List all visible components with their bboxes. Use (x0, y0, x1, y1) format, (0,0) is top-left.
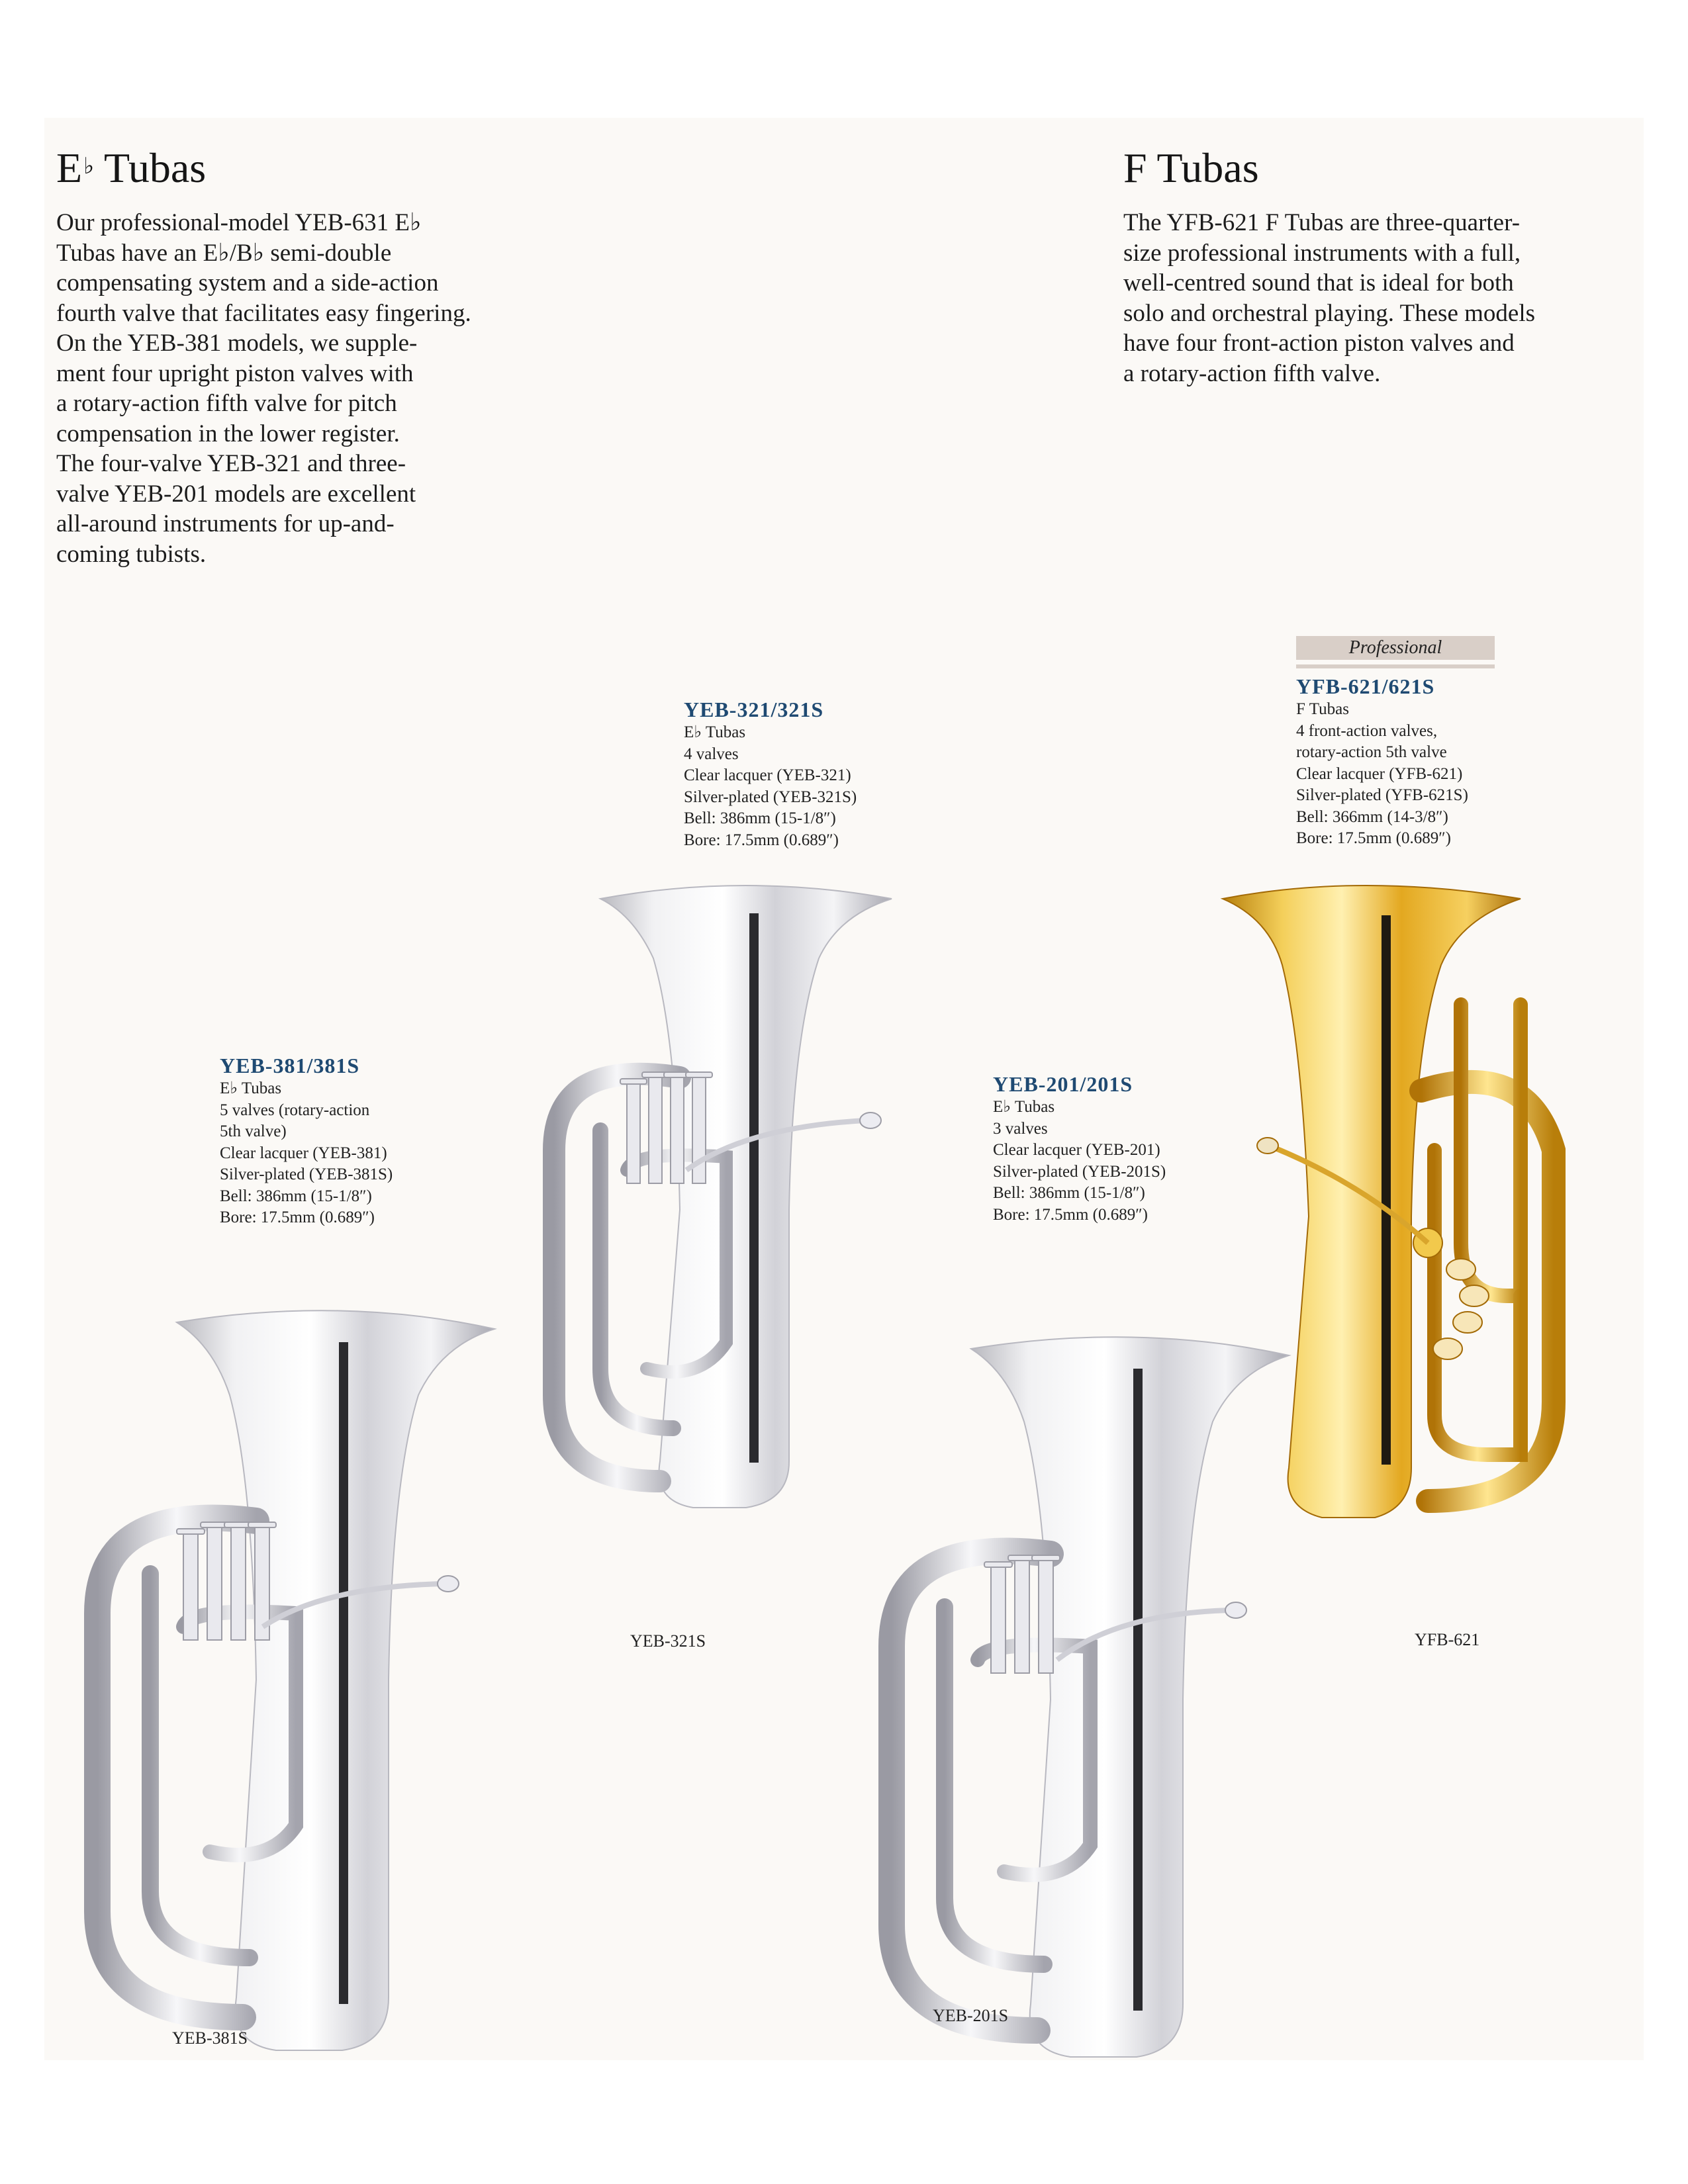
intro-line: a rotary-action fifth valve. (1123, 359, 1381, 387)
spec-line: Bore: 17.5mm (0.689″) (684, 831, 839, 849)
spec-line: E♭ Tubas (993, 1098, 1055, 1116)
spec-line: Bore: 17.5mm (0.689″) (993, 1205, 1148, 1224)
intro-line: size professional instruments with a full, (1123, 239, 1521, 267)
badge-rule (1296, 664, 1495, 668)
intro-line: On the YEB-381 models, we supple- (56, 330, 418, 357)
spec-line: E♭ Tubas (220, 1079, 282, 1097)
f-tubas-intro (1123, 208, 1626, 388)
tuba-valves (984, 1555, 1060, 1673)
intro-line: Our professional-model YEB-631 E♭ (56, 209, 422, 236)
title-letter: E (56, 144, 83, 191)
spec-list (684, 722, 857, 851)
f-tubas-title: F Tubas (1123, 144, 1259, 191)
tuba-photo-yeb201s (859, 1316, 1309, 2083)
model-name: YEB-381/381S (220, 1054, 360, 1077)
spec-line: Bell: 366mm (14-3/8″) (1296, 807, 1448, 826)
professional-badge: Professional (1296, 636, 1495, 660)
intro-line: all-around instruments for up-and- (56, 510, 395, 537)
photo-caption-yeb321s: YEB-321S (630, 1631, 706, 1651)
intro-line: a rotary-action fifth valve for pitch (56, 390, 397, 417)
intro-line: The YFB-621 F Tubas are three-quarter- (1123, 209, 1521, 236)
spec-list (993, 1097, 1166, 1226)
model-name: YEB-201/201S (993, 1072, 1133, 1096)
flat-sign: ♭ (83, 154, 95, 179)
spec-line: Clear lacquer (YFB-621) (1296, 764, 1463, 783)
tuba-valves (177, 1522, 276, 1640)
intro-line: The four-valve YEB-321 and three- (56, 450, 406, 477)
spec-line: rotary-action 5th valve (1296, 743, 1447, 761)
intro-line: valve YEB-201 models are excellent (56, 480, 416, 508)
spec-line: Bell: 386mm (15-1/8″) (684, 809, 836, 827)
spec-block-yeb321 (684, 697, 857, 851)
eb-tubas-title (56, 144, 206, 192)
intro-line: compensation in the lower register. (56, 420, 400, 447)
spec-block-yfb621 (1296, 636, 1495, 850)
spec-line: Clear lacquer (YEB-321) (684, 766, 851, 784)
spec-line: E♭ Tubas (684, 723, 746, 741)
spec-line: Silver-plated (YFB-621S) (1296, 786, 1468, 804)
photo-caption-yfb621: YFB-621 (1415, 1630, 1480, 1649)
intro-line: fourth valve that facilitates easy fingering. (56, 299, 471, 327)
title-rest: Tubas (94, 144, 207, 191)
intro-line: compensating system and a side-action (56, 269, 439, 296)
spec-list (220, 1078, 393, 1229)
spec-line: Clear lacquer (YEB-381) (220, 1144, 387, 1162)
spec-line: 5 valves (rotary-action (220, 1101, 370, 1119)
spec-line: 4 valves (684, 745, 739, 763)
tuba-bell (177, 1310, 494, 2050)
photo-caption-yeb381s: YEB-381S (172, 2028, 248, 2048)
tuba-tubing (1421, 1005, 1554, 1501)
intro-line: coming tubists. (56, 540, 207, 568)
spec-line: F Tubas (1296, 700, 1349, 718)
tuba-valves (620, 1072, 712, 1183)
spec-line: Silver-plated (YEB-201S) (993, 1162, 1166, 1181)
tuba-valves (1413, 1228, 1489, 1359)
spec-line: Bore: 17.5mm (0.689″) (1296, 829, 1451, 847)
intro-line: have four front-action piston valves and (1123, 330, 1515, 357)
spec-list (1296, 699, 1495, 850)
brochure-page (44, 118, 1644, 2060)
spec-line: 3 valves (993, 1119, 1048, 1138)
model-name: YFB-621/621S (1296, 674, 1435, 698)
tuba-bell (971, 1337, 1289, 2057)
spec-line: Clear lacquer (YEB-201) (993, 1141, 1160, 1159)
spec-line: 4 front-action valves, (1296, 721, 1438, 740)
model-name: YEB-321/321S (684, 698, 824, 721)
spec-line: Silver-plated (YEB-381S) (220, 1165, 393, 1183)
spec-line: Bore: 17.5mm (0.689″) (220, 1208, 375, 1226)
spec-line: Bell: 386mm (15-1/8″) (220, 1187, 372, 1205)
spec-line: Bell: 386mm (15-1/8″) (993, 1184, 1145, 1202)
intro-line: solo and orchestral playing. These models (1123, 299, 1536, 327)
spec-line: 5th valve) (220, 1122, 287, 1140)
intro-line: ment four upright piston valves with (56, 359, 414, 387)
tuba-bell (600, 886, 892, 1508)
tuba-photo-yeb381s (58, 1283, 521, 2077)
photo-caption-yeb201s: YEB-201S (933, 2006, 1009, 2025)
spec-block-yeb201 (993, 1071, 1166, 1226)
intro-line: well-centred sound that is ideal for both (1123, 269, 1514, 296)
spec-block-yeb381 (220, 1053, 393, 1229)
eb-tubas-intro (56, 208, 533, 569)
intro-line: Tubas have an E♭/B♭ semi-double (56, 239, 392, 267)
spec-line: Silver-plated (YEB-321S) (684, 788, 857, 806)
